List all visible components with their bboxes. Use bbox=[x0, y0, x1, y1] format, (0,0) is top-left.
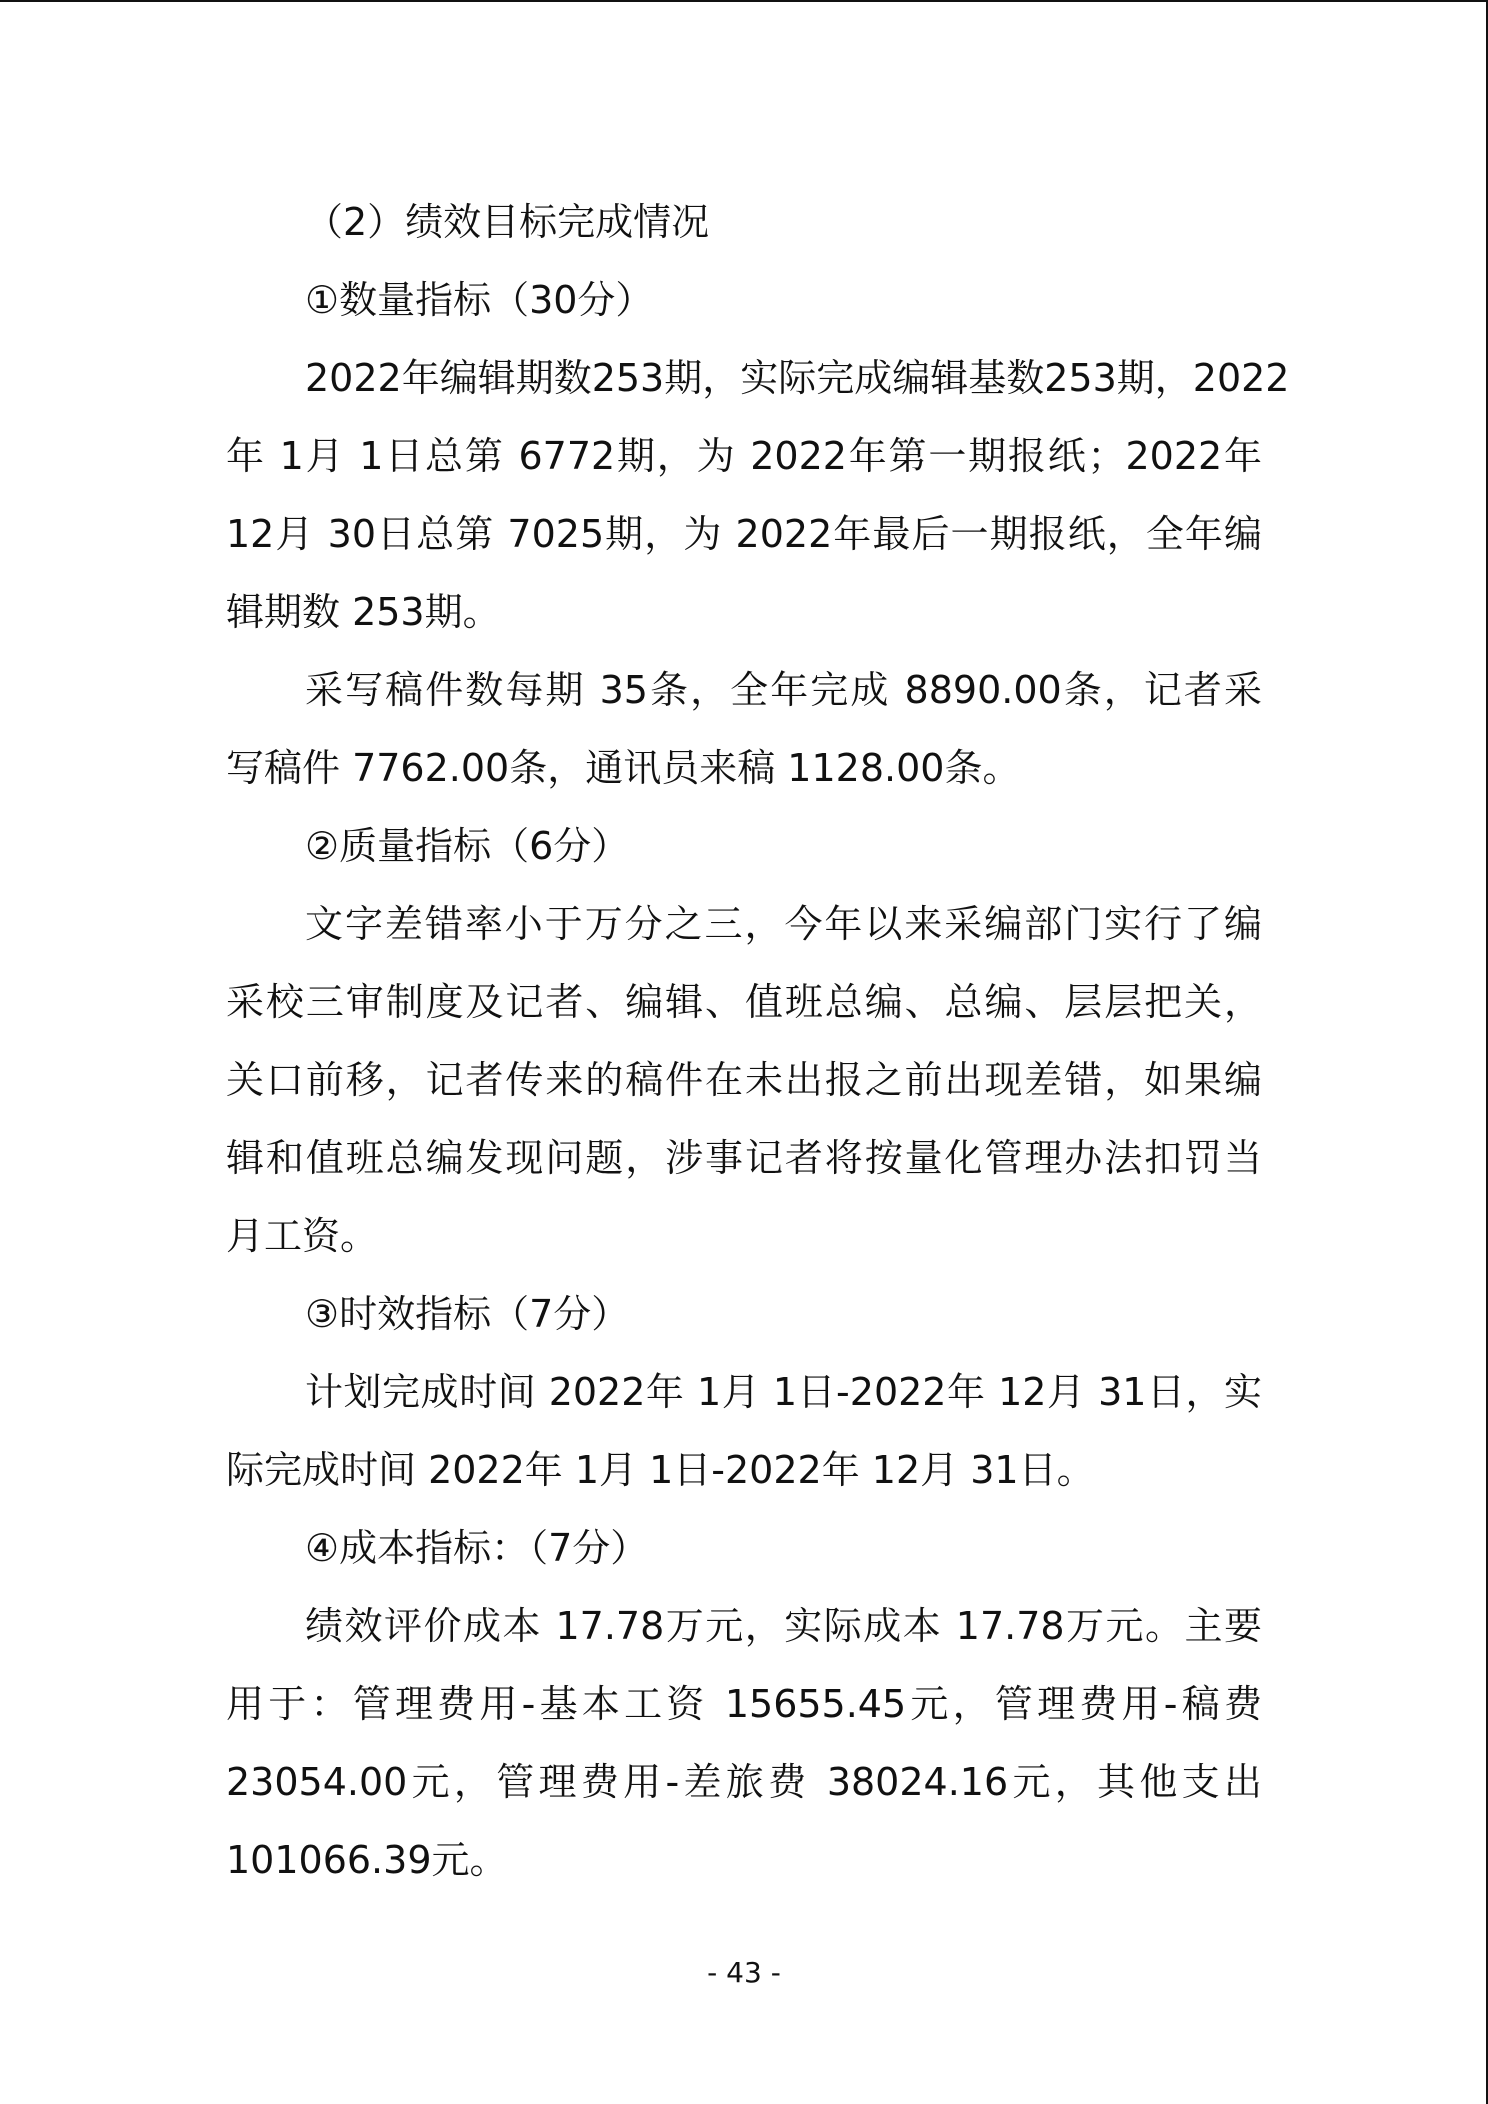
paragraph-line: 辑期数 253期。 bbox=[226, 590, 501, 634]
paragraph-line: 绩效评价成本 17.78万元，实际成本 17.78万元。主要 bbox=[305, 1604, 1262, 1648]
subheading-cost-indicator: ④成本指标：（7分） bbox=[305, 1526, 649, 1570]
paragraph-line: 写稿件 7762.00条，通讯员来稿 1128.00条。 bbox=[226, 746, 1021, 790]
paragraph-line: 月工资。 bbox=[226, 1214, 379, 1258]
subheading-timeliness-indicator: ③时效指标（7分） bbox=[305, 1292, 630, 1336]
page-top-border bbox=[0, 0, 1488, 2]
document-body bbox=[226, 183, 1290, 1899]
paragraph-line: 年 1月 1日总第 6772期，为 2022年第一期报纸；2022年 bbox=[226, 434, 1262, 478]
paragraph-line: 际完成时间 2022年 1月 1日-2022年 12月 31日。 bbox=[226, 1448, 1095, 1492]
subheading-quantity-indicator: ①数量指标（30分） bbox=[305, 278, 654, 322]
subheading-quality-indicator: ②质量指标（6分） bbox=[305, 824, 630, 868]
paragraph-line: 101066.39元。 bbox=[226, 1838, 508, 1882]
paragraph-line: 文字差错率小于万分之三，今年以来采编部门实行了编 bbox=[305, 902, 1262, 946]
paragraph-line: 采校三审制度及记者、编辑、值班总编、总编、层层把关， bbox=[226, 980, 1262, 1024]
paragraph-line: 用于：管理费用-基本工资 15655.45元，管理费用-稿费 bbox=[226, 1682, 1262, 1726]
paragraph-line: 23054.00元，管理费用-差旅费 38024.16元，其他支出 bbox=[226, 1760, 1262, 1804]
page-number: - 43 - bbox=[707, 1956, 781, 1989]
paragraph-line: 采写稿件数每期 35条，全年完成 8890.00条，记者采 bbox=[305, 668, 1262, 712]
section-heading-performance-goals: （2）绩效目标完成情况 bbox=[305, 200, 710, 244]
paragraph-line: 2022年编辑期数253期，实际完成编辑基数253期，2022 bbox=[305, 356, 1290, 400]
paragraph-line: 12月 30日总第 7025期，为 2022年最后一期报纸，全年编 bbox=[226, 512, 1262, 556]
paragraph-line: 计划完成时间 2022年 1月 1日-2022年 12月 31日，实 bbox=[305, 1370, 1262, 1414]
paragraph-line: 关口前移，记者传来的稿件在未出报之前出现差错，如果编 bbox=[226, 1058, 1262, 1102]
paragraph-line: 辑和值班总编发现问题，涉事记者将按量化管理办法扣罚当 bbox=[226, 1136, 1262, 1180]
